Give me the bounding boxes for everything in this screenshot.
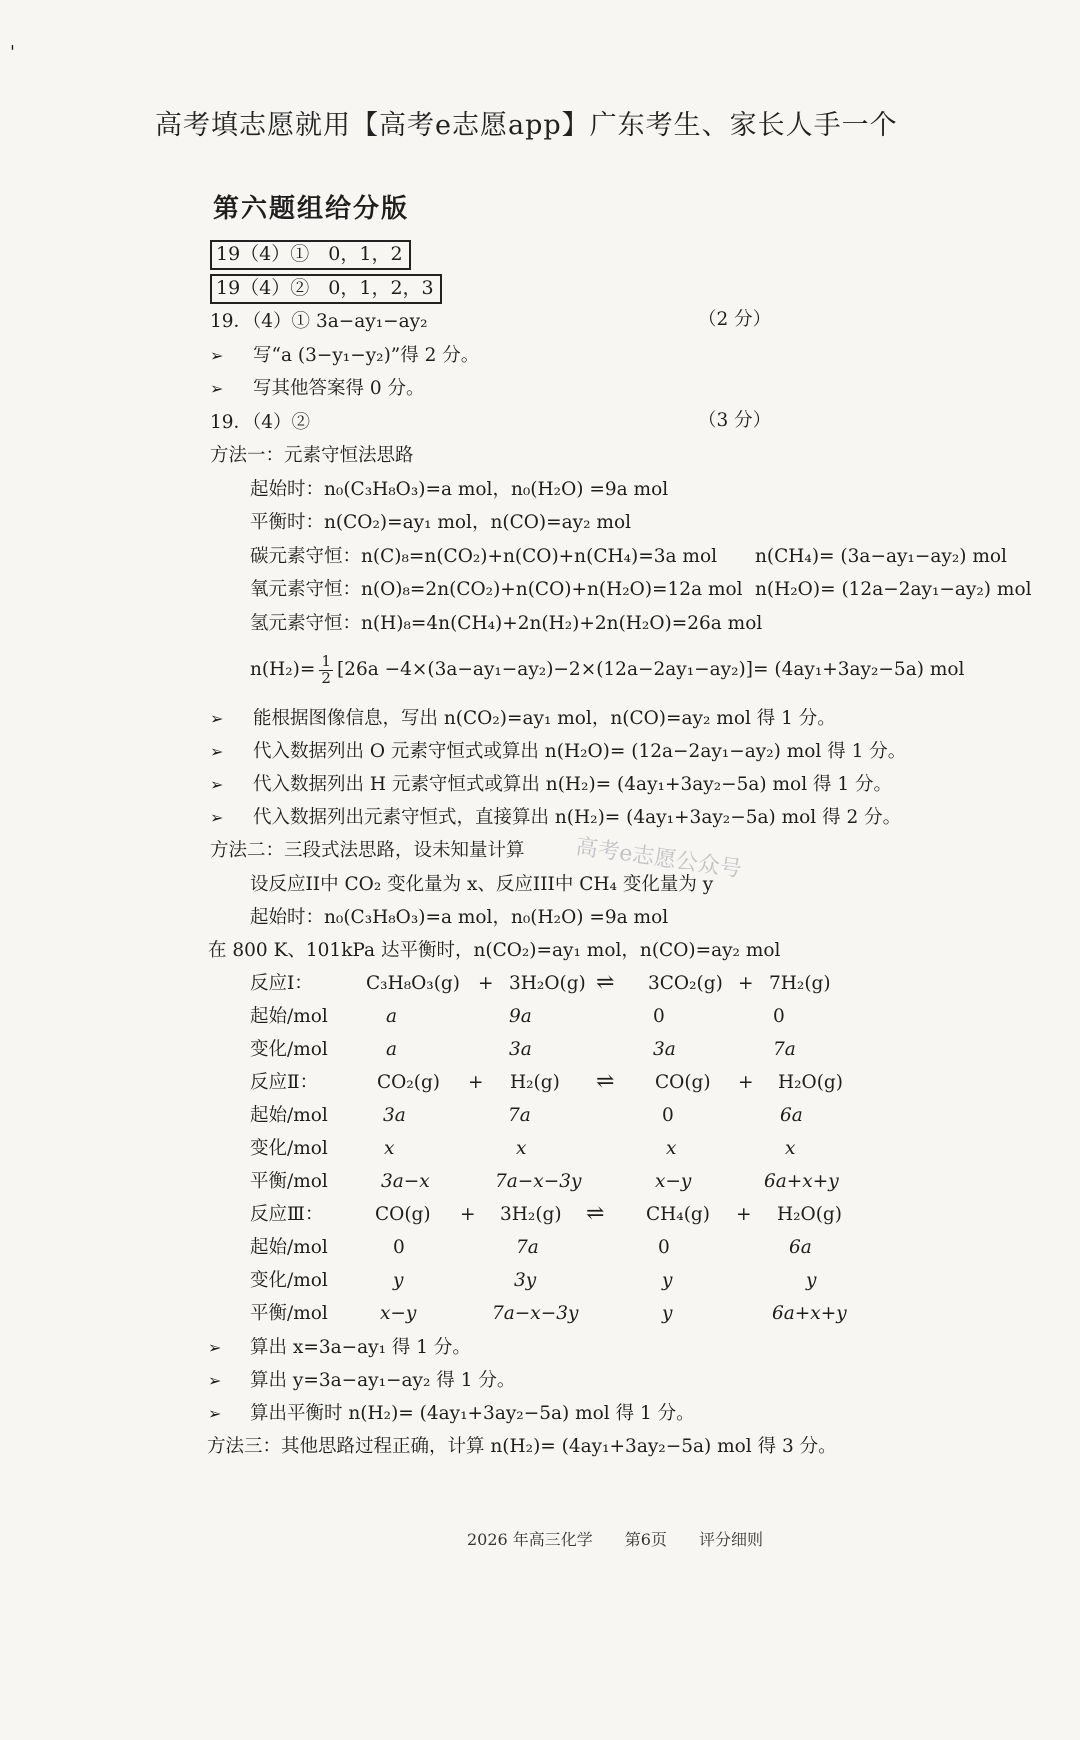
table-value: 3a−x <box>381 1171 430 1192</box>
plus-sign: + <box>478 973 494 994</box>
species: 3H₂O(g) <box>509 973 586 994</box>
species: CO(g) <box>655 1072 711 1093</box>
table-value: 7a <box>508 1105 531 1126</box>
plus-sign: + <box>468 1072 484 1093</box>
species: H₂(g) <box>510 1072 560 1093</box>
table-value: x−y <box>655 1171 692 1192</box>
watermark: 高考e志愿公众号 <box>574 834 744 883</box>
table-value: 7a−x−3y <box>495 1171 582 1192</box>
bullet-icon: ➢ <box>210 379 224 398</box>
method2-rule: 算出 x=3a−ay₁ 得 1 分。 <box>250 1337 471 1358</box>
row-label: 平衡/mol <box>250 1303 328 1324</box>
method1-rule: 代入数据列出 H 元素守恒式或算出 n(H₂)= (4ay₁+3ay₂−5a) mol 得 1 分。 <box>253 774 893 795</box>
method1-rule: 能根据图像信息，写出 n(CO₂)=ay₁ mol，n(CO)=ay₂ mol 得 1 分。 <box>253 708 836 729</box>
species: 3CO₂(g) <box>648 973 723 994</box>
method1-rule: 代入数据列出 O 元素守恒式或算出 n(H₂O)= (12a−2ay₁−ay₂) mol 得 1 分。 <box>253 741 907 762</box>
q1-label: 19．（4）① 3a−ay₁−ay₂ <box>210 311 428 332</box>
bullet-icon: ➢ <box>208 1338 222 1357</box>
species: H₂O(g) <box>777 1204 842 1225</box>
table-value: y <box>662 1303 673 1324</box>
method1-line: 起始时：n₀(C₃H₈O₃)=a mol，n₀(H₂O) =9a mol <box>250 479 669 500</box>
equilibrium-arrow-icon: ⇌ <box>596 1069 613 1094</box>
row-label: 变化/mol <box>250 1138 328 1159</box>
q1-score: （2 分） <box>698 309 772 330</box>
method2-rule: 算出 y=3a−ay₁−ay₂ 得 1 分。 <box>250 1370 516 1391</box>
method1-side: n(CH₄)= (3a−ay₁−ay₂) mol <box>755 546 1007 567</box>
bullet-icon: ➢ <box>210 742 224 761</box>
bullet-icon: ➢ <box>210 808 224 827</box>
species: 7H₂(g) <box>769 973 831 994</box>
plus-sign: + <box>460 1204 476 1225</box>
table-value: 3a <box>383 1105 406 1126</box>
score-box-1: 19（4）① 0，1，2 <box>210 240 411 270</box>
table-value: y <box>806 1270 817 1291</box>
table-value: x <box>516 1138 527 1159</box>
h2-formula <box>250 654 964 687</box>
table-value: a <box>386 1006 398 1027</box>
species: H₂O(g) <box>778 1072 843 1093</box>
row-label: 平衡/mol <box>250 1171 328 1192</box>
bullet-icon: ➢ <box>210 775 224 794</box>
method1-rule: 代入数据列出元素守恒式，直接算出 n(H₂)= (4ay₁+3ay₂−5a) mol 得 2 分。 <box>253 807 902 828</box>
table-value: a <box>386 1039 398 1060</box>
half-fraction <box>319 654 333 687</box>
equilibrium-arrow-icon: ⇌ <box>596 970 613 995</box>
table-value: 0 <box>653 1006 665 1027</box>
table-value: 7a <box>773 1039 796 1060</box>
table-value: x−y <box>380 1303 417 1324</box>
method1-line: 碳元素守恒：n(C)₈=n(CO₂)+n(CO)+n(CH₄)=3a mol <box>250 546 718 567</box>
equilibrium-arrow-icon: ⇌ <box>586 1201 603 1226</box>
bullet-icon: ➢ <box>210 709 224 728</box>
method2-condition: 在 800 K、101kPa 达平衡时，n(CO₂)=ay₁ mol，n(CO)=ay₂ mol <box>208 940 781 961</box>
q1-rule: 写“a (3−y₁−y₂)”得 2 分。 <box>253 345 480 366</box>
species: C₃H₈O₃(g) <box>366 973 460 994</box>
method2-line: 起始时：n₀(C₃H₈O₃)=a mol，n₀(H₂O) =9a mol <box>250 907 669 928</box>
species: CO₂(g) <box>377 1072 441 1093</box>
table-value: y <box>393 1270 404 1291</box>
table-value: 0 <box>773 1006 785 1027</box>
table-value: 3y <box>514 1270 537 1291</box>
q2-score: （3 分） <box>698 410 772 431</box>
page-mark: ' <box>10 42 15 63</box>
table-value: 3a <box>653 1039 676 1060</box>
table-value: x <box>785 1138 796 1159</box>
fraction-numerator: 1 <box>321 652 331 670</box>
table-value: 6a+x+y <box>764 1171 839 1192</box>
q1-rule: 写其他答案得 0 分。 <box>253 378 425 399</box>
method1-line: 氢元素守恒：n(H)₈=4n(CH₄)+2n(H₂)+2n(H₂O)=26a mol <box>250 613 763 634</box>
method3-line: 方法三：其他思路过程正确，计算 n(H₂)= (4ay₁+3ay₂−5a) mol 得 3 分。 <box>207 1436 837 1457</box>
species: CO(g) <box>375 1204 431 1225</box>
promo-banner[interactable]: 高考填志愿就用【高考e志愿app】广东考生、家长人手一个 <box>155 110 898 141</box>
plus-sign: + <box>736 1204 752 1225</box>
section-title: 第六题组给分版 <box>213 194 410 224</box>
table-value: 0 <box>658 1237 670 1258</box>
reaction-name: 反应Ⅱ： <box>250 1072 319 1093</box>
h2-prefix: n(H₂)= <box>250 659 316 680</box>
row-label: 变化/mol <box>250 1039 328 1060</box>
row-label: 起始/mol <box>250 1105 328 1126</box>
method1-side: n(H₂O)= (12a−2ay₁−ay₂) mol <box>755 579 1032 600</box>
plus-sign: + <box>738 973 754 994</box>
table-value: x <box>384 1138 395 1159</box>
bullet-icon: ➢ <box>208 1371 222 1390</box>
bullet-icon: ➢ <box>208 1404 222 1423</box>
q2-label: 19．（4）② <box>210 412 311 433</box>
method2-line: 设反应II中 CO₂ 变化量为 x、反应III中 CH₄ 变化量为 y <box>250 874 714 895</box>
table-value: 7a <box>516 1237 539 1258</box>
method2-heading: 方法二：三段式法思路，设未知量计算 <box>210 840 525 861</box>
reaction-name: 反应Ⅰ： <box>250 973 313 994</box>
species: CH₄(g) <box>646 1204 710 1225</box>
table-value: 6a <box>789 1237 812 1258</box>
table-value: x <box>666 1138 677 1159</box>
method1-heading: 方法一：元素守恒法思路 <box>210 445 414 466</box>
row-label: 起始/mol <box>250 1006 328 1027</box>
table-value: 9a <box>509 1006 532 1027</box>
table-value: 7a−x−3y <box>492 1303 579 1324</box>
reaction-name: 反应Ⅲ： <box>250 1204 324 1225</box>
method1-line: 氧元素守恒：n(O)₈=2n(CO₂)+n(CO)+n(H₂O)=12a mol <box>250 579 743 600</box>
method1-line: 平衡时：n(CO₂)=ay₁ mol，n(CO)=ay₂ mol <box>250 512 632 533</box>
bullet-icon: ➢ <box>210 346 224 365</box>
score-box-2: 19（4）② 0，1，2，3 <box>210 274 442 304</box>
table-value: 6a+x+y <box>772 1303 847 1324</box>
h2-rest: [26a −4×(3a−ay₁−ay₂)−2×(12a−2ay₁−ay₂)]= (4ay₁+3ay₂−5a) mol <box>336 659 965 680</box>
fraction-denominator: 2 <box>321 668 331 687</box>
table-value: 3a <box>509 1039 532 1060</box>
plus-sign: + <box>738 1072 754 1093</box>
page-footer: 2026 年高三化学 第6页 评分细则 <box>467 1530 763 1549</box>
table-value: y <box>662 1270 673 1291</box>
method2-rule: 算出平衡时 n(H₂)= (4ay₁+3ay₂−5a) mol 得 1 分。 <box>250 1403 695 1424</box>
row-label: 变化/mol <box>250 1270 328 1291</box>
table-value: 0 <box>393 1237 405 1258</box>
table-value: 6a <box>780 1105 803 1126</box>
row-label: 起始/mol <box>250 1237 328 1258</box>
species: 3H₂(g) <box>500 1204 562 1225</box>
table-value: 0 <box>662 1105 674 1126</box>
